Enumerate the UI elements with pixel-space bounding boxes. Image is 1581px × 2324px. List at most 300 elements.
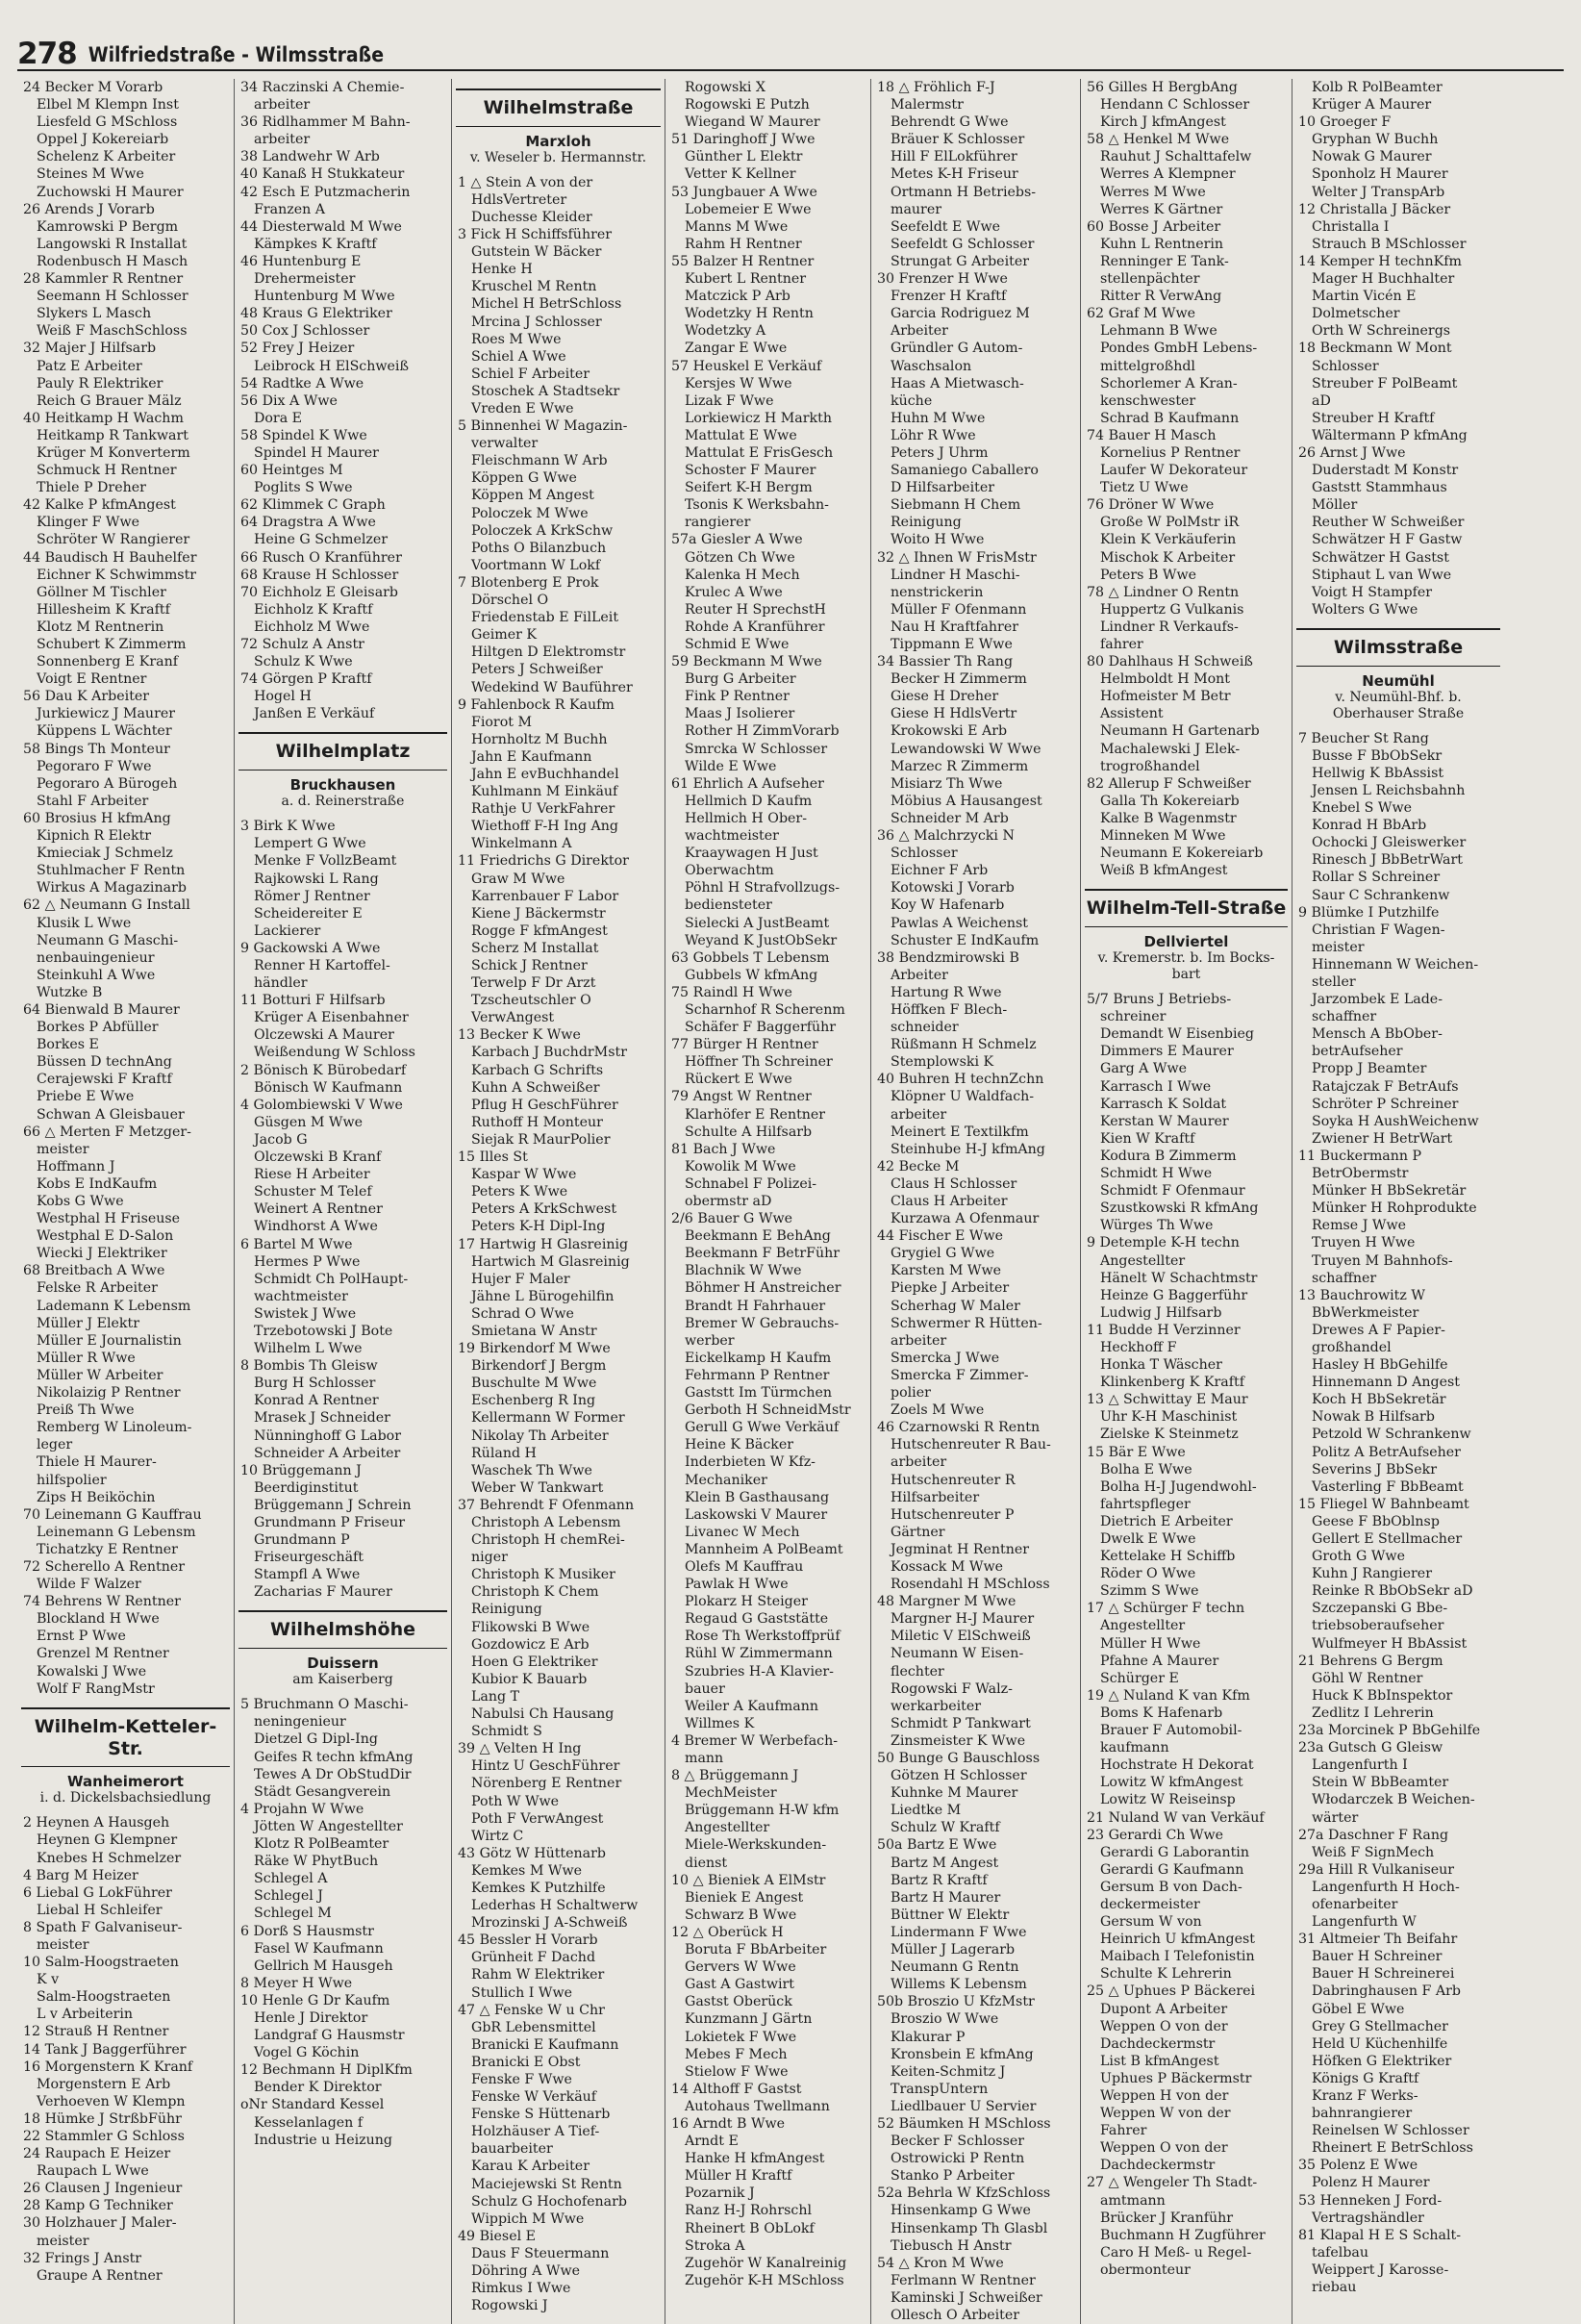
directory-entry: deckermeister (1100, 1896, 1200, 1912)
directory-entry: 10 Groeger F (1298, 114, 1392, 131)
directory-entry: Branicki E Obst (471, 2054, 581, 2070)
street-range: i. d. Dickelsbachsiedlung (39, 1790, 212, 1806)
directory-entry: Rose Th Werkstoffprüf (685, 1629, 841, 1645)
directory-entry: 39 △ Velten H Ing (458, 1741, 582, 1757)
directory-entry: Frenzer H Kraftf (891, 289, 1007, 305)
directory-entry: Groth G Wwe (1312, 1549, 1405, 1565)
directory-entry: Würges Th Wwe (1100, 1218, 1214, 1234)
directory-entry: Götzen Ch Wwe (685, 549, 795, 566)
directory-entry: schneider (891, 1020, 959, 1036)
directory-entry: Gaststt Im Türmchen (685, 1385, 832, 1402)
directory-entry: Pawlak H Wwe (685, 1577, 789, 1593)
directory-entry: Kranz F Werks- (1312, 2088, 1418, 2105)
district-heading: Wanheimerort (67, 1773, 184, 1791)
directory-entry: 19 Birkendorf M Wwe (458, 1341, 611, 1357)
directory-entry: Hinnemann D Angest (1312, 1375, 1461, 1391)
directory-entry: 54 △ Kron M Wwe (877, 2255, 1004, 2271)
directory-entry: Rother H ZimmVorarb (685, 723, 840, 740)
street-heading: Wilhelmstraße (456, 88, 661, 127)
directory-entry: Stein W BbBeamter (1312, 1775, 1449, 1791)
directory-entry: Lademann K Lebensm (37, 1298, 191, 1314)
directory-entry: nenstrickerin (891, 584, 984, 600)
directory-entry: Liedtke M (891, 1803, 962, 1819)
directory-entry: Jarzombek E Lade- (1312, 992, 1443, 1008)
directory-entry: Möbius A Hausangest (891, 793, 1042, 809)
directory-entry: Köppen G Wwe (471, 470, 577, 487)
directory-entry: Szimm S Wwe (1100, 1583, 1199, 1600)
directory-entry: dienst (685, 1855, 728, 1871)
directory-entry: Städt Gesangverein (254, 1783, 391, 1800)
directory-entry: Peters K Wwe (471, 1184, 568, 1200)
directory-entry: Rajkowski L Rang (254, 871, 379, 887)
directory-entry: Uhr K-H Maschinist (1100, 1409, 1238, 1426)
directory-entry: Burg G Arbeiter (685, 671, 796, 688)
directory-entry: Buschulte M Wwe (471, 1376, 597, 1392)
directory-entry: Franzen A (254, 201, 325, 217)
directory-entry: 54 Radtke A Wwe (240, 375, 364, 392)
directory-entry: 82 Allerup F Schweißer (1087, 775, 1251, 792)
directory-entry: händler (254, 975, 308, 992)
directory-entry: Zips H Beiköchin (37, 1489, 156, 1505)
directory-entry: Nikolay Th Arbeiter (471, 1427, 609, 1444)
directory-entry: Helmboldt H Mont (1100, 671, 1231, 688)
directory-entry: Stemplowski K (891, 1054, 994, 1071)
directory-entry: Schulz G Hochofenarb (471, 2193, 627, 2210)
directory-entry: Hutschenreuter P (891, 1506, 1015, 1523)
street-range: v. Neumühl-Bhf. b. Oberhauser Straße (1332, 689, 1465, 721)
directory-entry: Gründler G Autom- (891, 341, 1023, 357)
directory-entry: 64 Bienwald B Maurer (23, 1001, 180, 1018)
directory-entry: Gervers W Wwe (685, 1959, 796, 1976)
directory-entry: Geifes R techn kfmAng (254, 1749, 414, 1765)
directory-entry: Gozdowicz E Arb (471, 1636, 590, 1653)
directory-entry: Wilhelm L Wwe (254, 1341, 363, 1357)
directory-entry: Nowak G Maurer (1312, 149, 1432, 165)
directory-entry: 60 Brosius H kfmAng (23, 810, 171, 826)
directory-entry: Kuhlmann M Einkäuf (471, 784, 618, 800)
directory-entry: Olczewski A Maurer (254, 1027, 394, 1044)
directory-entry: Włodarczek B Weichen- (1312, 1792, 1475, 1808)
directory-entry: arbeiter (891, 1454, 947, 1471)
directory-entry: arbeiter (891, 1106, 947, 1123)
directory-entry: Eichner K Schwimmstr (37, 567, 197, 583)
directory-entry: Kraaywagen H Just (685, 846, 818, 862)
directory-entry: Geimer K (471, 627, 538, 644)
directory-column (1081, 79, 1292, 2324)
directory-entry: Trzebotowski J Bote (254, 1323, 393, 1339)
directory-entry: 10 Henle G Dr Kaufm (240, 1992, 390, 2008)
directory-entry: D Hilfsarbeiter (891, 480, 994, 496)
directory-entry: Hellmich H Ober- (685, 810, 807, 826)
directory-entry: Christian F Wagen- (1312, 922, 1445, 938)
directory-entry: Friedenstab E FilLeit (471, 610, 619, 626)
directory-entry: Blachnik W Wwe (685, 1263, 802, 1279)
directory-entry: 5 Binnenhei W Magazin- (458, 418, 628, 435)
directory-entry: Klinkenberg K Kraftf (1100, 1375, 1244, 1391)
directory-entry: Bender K Direktor (254, 2080, 382, 2096)
directory-entry: Werres K Gärtner (1100, 201, 1223, 217)
directory-entry: Krüger M Konverterm (37, 444, 190, 461)
directory-entry: Karsten M Wwe (891, 1263, 1002, 1279)
directory-entry: 5/7 Bruns J Betriebs- (1087, 992, 1232, 1008)
directory-entry: BetrObermstr (1312, 1166, 1409, 1182)
directory-entry: Tietz U Wwe (1100, 480, 1189, 496)
directory-entry: fahrer (1100, 637, 1143, 652)
directory-entry: Fenske S Hüttenarb (471, 2107, 611, 2123)
directory-entry: Eichholz K Kraftf (254, 601, 373, 618)
directory-entry: Margner H-J Maurer (891, 1611, 1035, 1628)
directory-entry: Bräuer K Schlosser (891, 132, 1025, 148)
directory-entry: Steinhube H-J kfmAng (891, 1141, 1045, 1157)
directory-entry: Henke H (471, 262, 533, 278)
directory-entry: Renner H Kartoffel- (254, 958, 390, 974)
directory-entry: Weppen O von der (1100, 2018, 1228, 2034)
directory-entry: Mrasek J Schneider (254, 1410, 390, 1427)
directory-entry: Truyen M Bahnhofs- (1312, 1252, 1453, 1269)
directory-entry: Smercka J Wwe (891, 1350, 1000, 1366)
directory-entry: Ritter R VerwAng (1100, 289, 1222, 305)
directory-entry: Wilde E Wwe (685, 758, 777, 774)
directory-entry: 50a Bartz E Wwe (877, 1837, 997, 1854)
directory-entry: Schuster E IndKaufm (891, 932, 1040, 948)
directory-entry: 50b Broszio U KfzMstr (877, 1994, 1035, 2010)
street-heading: Wilhelmshöhe (238, 1610, 447, 1649)
directory-entry: Poths O Bilanzbuch (471, 540, 607, 556)
directory-entry: Hendann C Schlosser (1100, 97, 1250, 114)
directory-entry: Reuter H SprechstH (685, 601, 826, 618)
directory-entry: Kellermann W Former (471, 1410, 625, 1427)
directory-entry: werber (685, 1332, 735, 1349)
directory-entry: Lobemeier E Wwe (685, 201, 812, 217)
directory-entry: Becker F Schlosser (891, 2134, 1025, 2150)
directory-entry: VerwAngest (471, 1010, 555, 1026)
directory-entry: Bremer W Gebrauchs- (685, 1315, 840, 1331)
directory-entry: Westphal E D-Salon (37, 1228, 174, 1245)
directory-entry: Schmuck H Rentner (37, 463, 177, 479)
directory-entry: Branicki E Kaufmann (471, 2036, 619, 2053)
directory-entry: Seifert K-H Bergm (685, 480, 813, 496)
directory-entry: Piepke J Arbeiter (891, 1280, 1010, 1297)
directory-entry: Samaniego Caballero (891, 463, 1039, 479)
directory-entry: Mrozinski J A-Schweiß (471, 1915, 628, 1932)
directory-entry: Fink P Rentner (685, 689, 790, 705)
directory-entry: Kalke B Wagenmstr (1100, 810, 1237, 826)
directory-entry: Schmidt H Wwe (1100, 1166, 1213, 1182)
directory-entry: Hasley H BbGehilfe (1312, 1357, 1448, 1374)
directory-entry: Rosendahl H MSchloss (891, 1577, 1050, 1593)
directory-entry: Hochstrate H Dekorat (1100, 1757, 1254, 1774)
directory-entry: Zuchowski H Maurer (37, 184, 184, 200)
directory-entry: 40 Buhren H technZchn (877, 1072, 1044, 1088)
directory-entry: Kämpkes K Kraftf (254, 236, 377, 252)
directory-entry: Gerull G Wwe Verkäuf (685, 1420, 840, 1436)
directory-entry: riebau (1312, 2280, 1357, 2296)
directory-entry: Jötten W Angestellter (254, 1818, 403, 1834)
directory-entry: Weiler A Kaufmann (685, 1698, 818, 1714)
directory-entry: Neumann G Maschi- (37, 932, 179, 948)
directory-entry: 21 Behrens G Bergm (1298, 1653, 1443, 1669)
directory-entry: Gersum B von Dach- (1100, 1879, 1242, 1895)
directory-entry: Nau H Kraftfahrer (891, 619, 1019, 635)
directory-entry: Peters K-H Dipl-Ing (471, 1219, 606, 1235)
directory-entry: 13 △ Schwittay E Maur (1087, 1392, 1248, 1408)
directory-entry: Willems K Lebensm (891, 1977, 1027, 1993)
directory-entry: 51 Daringhoff J Wwe (671, 132, 816, 148)
directory-entry: Angestellter (685, 1820, 770, 1836)
directory-entry: Zwiener H BetrWart (1312, 1130, 1453, 1147)
directory-entry: 62 Graf M Wwe (1087, 306, 1196, 322)
directory-entry: Tiebusch H Anstr (891, 2237, 1012, 2254)
directory-entry: Mattulat E FrisGesch (685, 444, 834, 461)
directory-entry: Schneider A Arbeiter (254, 1445, 401, 1461)
directory-entry: Giese H HdlsVertr (891, 706, 1017, 722)
directory-entry: triebsoberaufseher (1312, 1618, 1444, 1634)
directory-entry: 53 Jungbauer A Wwe (671, 184, 817, 200)
directory-entry: 27 △ Wengeler Th Stadt- (1087, 2175, 1258, 2191)
directory-entry: Ranz H-J Rohrschl (685, 2203, 812, 2219)
directory-entry: Rheinert B ObLokf (685, 2220, 815, 2236)
page-title: Wilfriedstraße - Wilmsstraße (88, 42, 385, 66)
directory-entry: Döhring A Wwe (471, 2263, 580, 2280)
district-heading: Duissern (307, 1655, 379, 1673)
directory-entry: Schiel F Arbeiter (471, 366, 590, 382)
directory-entry: Müller H Wwe (1100, 1635, 1201, 1652)
directory-entry: Klein K Verkäuferin (1100, 532, 1237, 548)
directory-entry: Kobs E IndKaufm (37, 1175, 158, 1192)
directory-entry: 2/6 Bauer G Wwe (671, 1211, 793, 1227)
directory-entry: Brauer F Automobil- (1100, 1723, 1242, 1739)
directory-entry: 26 Clausen J Ingenieur (23, 2181, 183, 2197)
directory-entry: 80 Dahlhaus H Schweiß (1087, 654, 1253, 670)
directory-entry: Ostrowicki P Rentn (891, 2151, 1025, 2167)
directory-entry: Leinemann G Lebensm (37, 1524, 196, 1540)
directory-entry: Demandt W Eisenbieg (1100, 1026, 1255, 1043)
directory-entry: Karrasch K Soldat (1100, 1096, 1227, 1112)
directory-entry: 4 Bremer W Werbefach- (671, 1732, 839, 1749)
directory-entry: Tichatzky E Rentner (37, 1541, 178, 1557)
directory-entry: Lackierer (254, 922, 321, 939)
directory-entry: Kornelius P Rentner (1100, 444, 1241, 461)
directory-entry: Vreden E Wwe (471, 401, 574, 417)
directory-entry: 79 Angst W Rentner (671, 1089, 812, 1105)
directory-entry: 7 Blotenberg E Prok (458, 574, 599, 591)
directory-entry: Kronsbein E kfmAng (891, 2046, 1034, 2062)
directory-entry: meister (37, 2233, 89, 2249)
directory-entry: 60 Heintges M (240, 463, 343, 479)
directory-entry: Dwelk E Wwe (1100, 1531, 1196, 1548)
directory-entry: Brandt H Fahrhauer (685, 1298, 826, 1314)
directory-entry: 11 Friedrichs G Direktor (458, 853, 629, 870)
directory-entry: 32 Frings J Anstr (23, 2250, 142, 2266)
directory-entry: Metes K-H Friseur (891, 166, 1018, 183)
directory-entry: Angestellter (1100, 1618, 1186, 1634)
directory-entry: Stampfl A Wwe (254, 1567, 361, 1583)
directory-entry: Beerdiginstitut (254, 1479, 359, 1496)
directory-entry: Brüggemann H-W kfm (685, 1803, 840, 1819)
directory-entry: Birkendorf J Bergm (471, 1358, 607, 1375)
directory-entry: Tsonis K Werksbahn- (685, 497, 829, 514)
directory-entry: Zedlitz I Lehrerin (1312, 1705, 1434, 1721)
directory-entry: bahnrangierer (1312, 2106, 1413, 2122)
directory-entry: Ferlmann W Rentner (891, 2272, 1036, 2288)
directory-entry: Lindner R Verkaufs- (1100, 619, 1239, 635)
directory-entry: Gellrich M Hausgeh (254, 1958, 393, 1974)
directory-entry: 63 Gobbels T Lebensm (671, 949, 830, 966)
directory-entry: Dolmetscher (1312, 306, 1400, 322)
directory-entry: Schrad O Wwe (471, 1305, 574, 1322)
directory-entry: Huhn M Wwe (891, 410, 986, 426)
directory-entry: Poth W Wwe (471, 1793, 560, 1809)
directory-entry: Krulec A Wwe (685, 584, 783, 600)
directory-entry: Gutstein W Bäcker (471, 244, 602, 261)
directory-entry: Möller (1312, 497, 1358, 514)
directory-entry: Hilfsarbeiter (891, 1489, 980, 1505)
directory-entry: Weiß F SignMech (1312, 1844, 1435, 1860)
directory-entry: 46 Czarnowski R Rentn (877, 1420, 1041, 1436)
directory-entry: Schulte K Lehrerin (1100, 1966, 1232, 1983)
directory-entry: 11 Budde H Verzinner (1087, 1322, 1241, 1338)
directory-entry: Schlegel J (254, 1888, 323, 1905)
directory-entry: Königs G Kraftf (1312, 2070, 1419, 2086)
directory-entry: Hillesheim K Kraftf (37, 601, 170, 618)
directory-entry: Spindel H Maurer (254, 444, 379, 461)
directory-entry: 40 Kanaß H Stukkateur (240, 166, 405, 183)
directory-entry: Bauer H Schreiner (1312, 1949, 1443, 1965)
directory-entry: tafelbau (1312, 2244, 1369, 2261)
directory-entry: Röder O Wwe (1100, 1566, 1196, 1582)
directory-entry: 14 Althoff F Gastst (671, 2081, 802, 2097)
directory-entry: Schmidt Ch PolHaupt- (254, 1271, 409, 1287)
directory-entry: Lizak F Wwe (685, 392, 774, 409)
directory-column (871, 79, 1081, 2324)
directory-entry: Jahn E evBuchhandel (471, 766, 619, 782)
directory-entry: Nikolaizig P Rentner (37, 1385, 181, 1402)
directory-entry: Manns M Wwe (685, 218, 789, 235)
district-heading: Bruckhausen (289, 776, 396, 795)
directory-entry: Müller H Kraftf (685, 2168, 792, 2185)
directory-entry: wachtmeister (254, 1288, 348, 1304)
directory-entry: Vetter K Kellner (685, 166, 796, 183)
directory-entry: Arbeiter (891, 323, 948, 340)
directory-entry: Klotz M Rentnerin (37, 619, 164, 635)
directory-entry: Regaud G Gaststätte (685, 1611, 829, 1628)
directory-entry: Truyen H Wwe (1312, 1235, 1416, 1251)
directory-entry: Willmes K (685, 1715, 755, 1731)
directory-entry: Poth F VerwAngest (471, 1810, 604, 1827)
directory-entry: Christoph H chemRei- (471, 1532, 625, 1549)
directory-entry: Dachdeckermstr (1100, 2035, 1216, 2052)
directory-entry: 72 Scherello A Rentner (23, 1558, 186, 1575)
directory-entry: Orth W Schreinergs (1312, 323, 1451, 340)
directory-entry: Nünninghoff G Labor (254, 1427, 401, 1444)
directory-entry: Wolters G Wwe (1312, 601, 1418, 618)
directory-entry: Krüger A Maurer (1312, 97, 1432, 114)
directory-entry: Weppen W von der (1100, 2106, 1231, 2122)
directory-entry: Kesselanlagen f (254, 2114, 364, 2131)
directory-entry: Gaststt Stammhaus (1312, 480, 1447, 496)
directory-entry: Drewes A F Papier- (1312, 1322, 1445, 1338)
directory-entry: Stuhlmacher F Rentn (37, 863, 186, 879)
directory-entry: 44 Fischer E Wwe (877, 1228, 1003, 1245)
directory-entry: 61 Ehrlich A Aufseher (671, 775, 824, 792)
directory-entry: 78 △ Lindner O Rentn (1087, 584, 1240, 600)
directory-entry: Göbel E Wwe (1312, 2001, 1405, 2017)
directory-entry: 40 Heitkamp H Wachm (23, 410, 184, 426)
directory-entry: Weiß F MaschSchloss (37, 323, 188, 340)
street-heading: Wilhelm-Ketteler-Str. (21, 1707, 230, 1768)
directory-entry: Dietrich E Arbeiter (1100, 1513, 1233, 1529)
directory-entry: Rogowski J (471, 2298, 548, 2314)
directory-entry: 6 Dorß S Hausmstr (240, 1923, 374, 1939)
directory-entry: Wodetzky H Rentn (685, 306, 814, 322)
directory-entry: Graw M Wwe (471, 871, 565, 887)
directory-entry: Dietzel G Dipl-Ing (254, 1731, 378, 1748)
directory-entry: 70 Eichholz E Gleisarb (240, 584, 399, 600)
page-header (17, 27, 1564, 71)
directory-entry: Götzen H Schlosser (891, 1768, 1027, 1784)
directory-entry: 44 Diesterwald M Wwe (240, 218, 402, 235)
directory-entry: Steinkuhl A Wwe (37, 967, 156, 983)
directory-entry: 16 Arndt B Wwe (671, 2115, 786, 2132)
directory-entry: Reuther W Schweißer (1312, 515, 1465, 531)
directory-entry: Hutschenreuter R (891, 1472, 1016, 1488)
directory-entry: Jurkiewicz J Maurer (37, 706, 176, 722)
directory-entry: 64 Dragstra A Wwe (240, 515, 376, 531)
directory-entry: 42 Kalke P kfmAngest (23, 497, 176, 514)
directory-entry: Kuhn L Rentnerin (1100, 236, 1224, 252)
directory-entry: Uphues P Bäckermstr (1100, 2070, 1252, 2086)
directory-entry: Kersjes W Wwe (685, 375, 792, 392)
directory-entry: Behrendt G Wwe (891, 114, 1009, 131)
directory-entry: meister (37, 1936, 89, 1953)
directory-entry: 28 Kammler R Rentner (23, 271, 184, 288)
directory-entry: Poglits S Wwe (254, 480, 353, 496)
directory-entry: Müller W Arbeiter (37, 1367, 163, 1383)
directory-entry: Ludwig J Hilfsarb (1100, 1304, 1222, 1321)
directory-entry: Busse F BbObSekr (1312, 747, 1443, 764)
directory-entry: Wiegand W Maurer (685, 114, 820, 131)
directory-entry: Peters J Uhrm (891, 444, 989, 461)
directory-entry: Sonnenberg E Kranf (37, 654, 179, 670)
directory-entry: Heine G Schmelzer (254, 532, 389, 548)
directory-entry: Woito H Wwe (891, 532, 985, 548)
directory-entry: Machalewski J Elek- (1100, 741, 1241, 757)
directory-entry: Vasterling F BbBeamt (1312, 1478, 1464, 1495)
directory-entry: Christalla I (1312, 218, 1390, 235)
directory-entry: Gärtner (891, 1524, 945, 1540)
directory-entry: Wutzke B (37, 984, 103, 1000)
directory-entry: Steines M Wwe (37, 166, 144, 183)
directory-entry: 9 Gackowski A Wwe (240, 940, 381, 956)
directory-entry: 34 Raczinski A Chemie- (240, 80, 405, 95)
directory-entry: Tippmann E Wwe (891, 637, 1013, 652)
directory-entry: Pöhnl H Strafvollzugs- (685, 880, 841, 897)
directory-entry: Morgenstern E Arb (37, 2076, 171, 2092)
directory-entry: Klotz R PolBeamter (254, 1836, 389, 1853)
directory-entry: 10 △ Bieniek A ElMstr (671, 1872, 826, 1888)
directory-entry: Langenfurth W (1312, 1914, 1417, 1931)
directory-entry: Kettelake H Schiffb (1100, 1549, 1236, 1565)
directory-entry: Klarhöfer E Rentner (685, 1106, 826, 1123)
directory-entry: Schwermer R Hütten- (891, 1315, 1042, 1331)
directory-entry: Schwätzer H Gastst (1312, 549, 1449, 566)
directory-entry: 21 Nuland W van Verkäuf (1087, 1809, 1265, 1826)
directory-entry: Held U Küchenhilfe (1312, 2035, 1448, 2052)
directory-entry: 7 Beucher St Rang (1298, 730, 1429, 746)
directory-entry: hilfspolier (37, 1472, 107, 1488)
directory-entry: Schmid E Wwe (685, 637, 790, 652)
directory-entry: 18 △ Fröhlich F-J (877, 80, 995, 95)
